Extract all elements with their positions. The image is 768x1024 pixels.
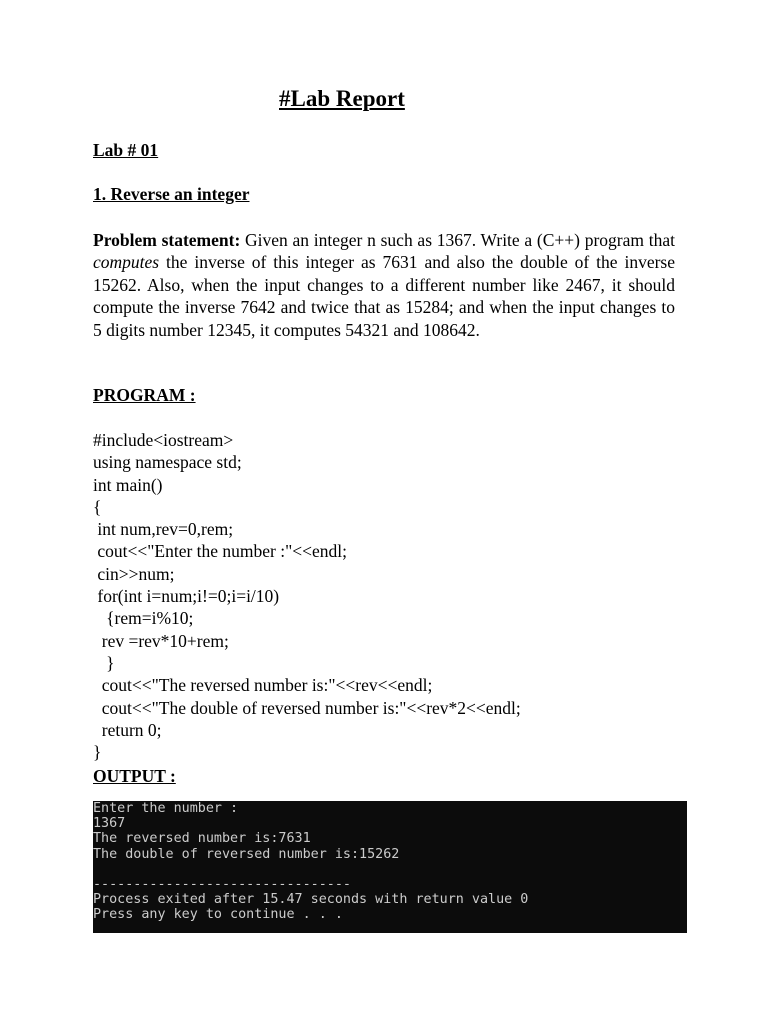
console-line: -------------------------------- xyxy=(93,876,351,892)
output-heading: OUTPUT : xyxy=(93,766,176,786)
console-line: The double of reversed number is:15262 xyxy=(93,846,400,862)
code-line: using namespace std; xyxy=(93,452,242,473)
console-line: 1367 xyxy=(93,816,126,832)
console-line: Enter the number : xyxy=(93,801,239,816)
program-heading: PROGRAM : xyxy=(93,385,196,405)
code-line: } xyxy=(93,742,102,763)
console-output-screenshot xyxy=(93,801,687,933)
code-line: cin>>num; xyxy=(93,563,175,584)
section-heading: 1. Reverse an integer xyxy=(93,184,250,204)
code-line: } xyxy=(93,652,115,673)
code-line: int main() xyxy=(93,474,163,495)
problem-statement-text-2: the inverse of this integer as 7631 and also the double of the inverse 15262. Also, when the input changes to a different number like 2467, it should compute the inverse 7642 and twice that as 15284; and when the input changes to 5 digits number 12345, it computes 54321 and 108642. xyxy=(93,252,675,340)
document-title: #Lab Report xyxy=(279,86,405,111)
lab-number-heading: Lab # 01 xyxy=(93,140,159,160)
code-line: rev =rev*10+rem; xyxy=(93,630,229,651)
code-line: return 0; xyxy=(93,719,162,740)
code-line: #include<iostream> xyxy=(93,430,234,450)
console-line: Press any key to continue . . . xyxy=(93,907,343,923)
source-code xyxy=(93,429,521,763)
code-line: cout<<"The reversed number is:"<<rev<<endl; xyxy=(93,675,433,696)
code-line: int num,rev=0,rem; xyxy=(93,519,234,540)
code-line: {rem=i%10; xyxy=(93,608,194,629)
problem-statement-label: Problem statement: xyxy=(93,230,241,250)
code-line: cout<<"The double of reversed number is:"<<rev*2<<endl; xyxy=(93,697,521,718)
code-line: cout<<"Enter the number :"<<endl; xyxy=(93,541,347,562)
problem-statement-text-1: Given an integer n such as 1367. Write a (C++) program that xyxy=(240,230,675,250)
code-line: { xyxy=(93,496,102,517)
problem-statement xyxy=(93,229,675,341)
console-line xyxy=(93,862,687,877)
code-line: for(int i=num;i!=0;i=i/10) xyxy=(93,586,280,607)
problem-statement-emphasis: computes xyxy=(93,252,160,273)
console-line: Process exited after 15.47 seconds with return value 0 xyxy=(93,892,529,908)
console-line: The reversed number is:7631 xyxy=(93,831,311,847)
